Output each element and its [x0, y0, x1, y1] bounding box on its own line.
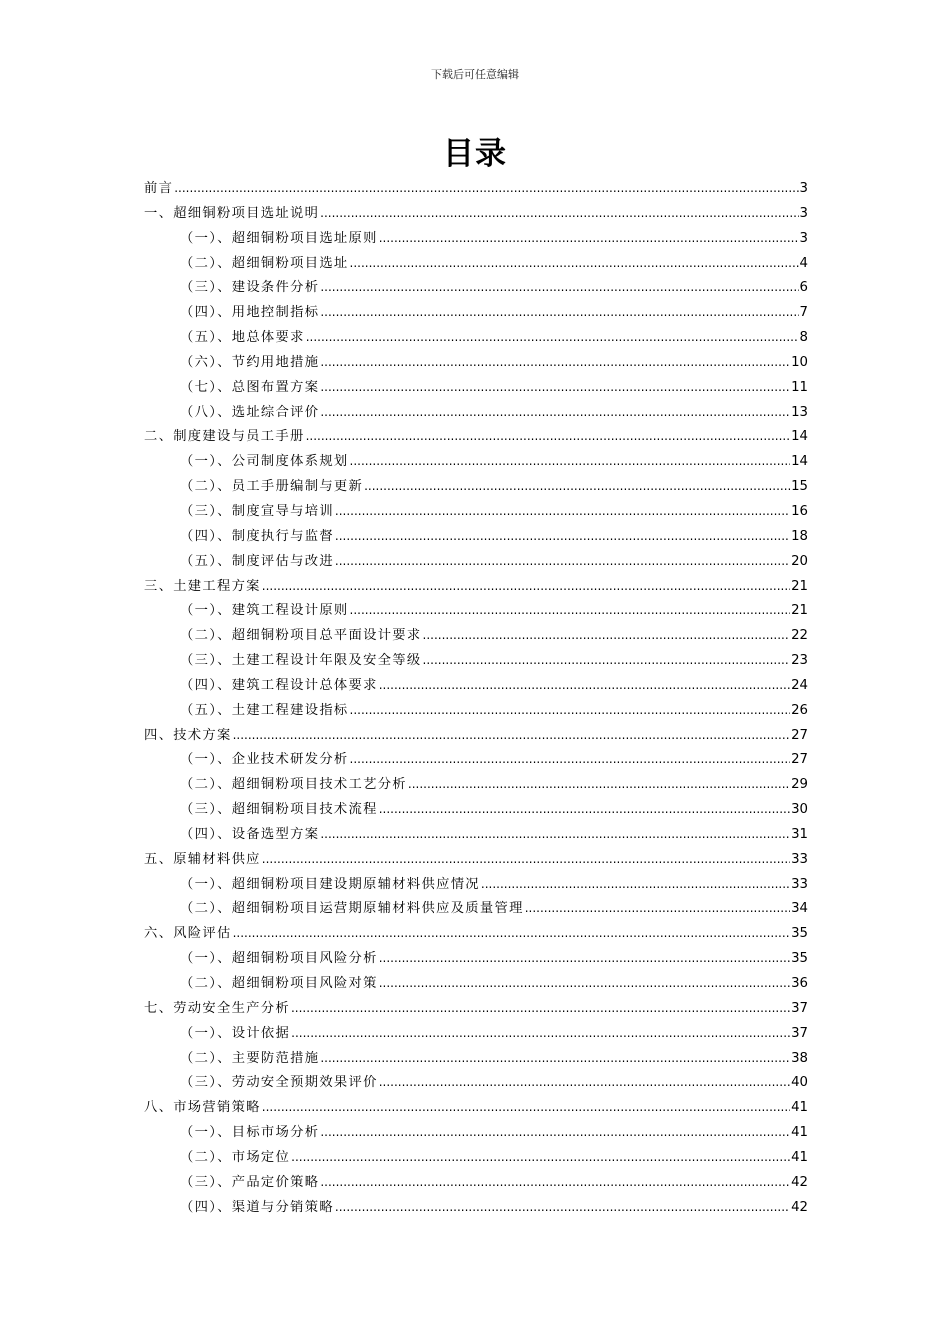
toc-entry[interactable] [144, 971, 808, 996]
toc-entry[interactable] [144, 1021, 808, 1046]
page-header: 下载后可任意编辑 [431, 68, 519, 81]
toc-entry-label: （一）、建筑工程设计原则 [180, 603, 349, 619]
toc-dot-leader [335, 549, 790, 574]
toc-entry-label: （三）、劳动安全预期效果评价 [180, 1075, 378, 1091]
toc-entry-page-number: 29 [791, 777, 808, 793]
toc-entry[interactable] [144, 574, 808, 599]
toc-entry-label: （四）、渠道与分销策略 [180, 1199, 334, 1215]
toc-entry-page-number: 40 [791, 1075, 808, 1091]
toc-entry[interactable] [144, 1095, 808, 1120]
toc-dot-leader [379, 971, 790, 996]
toc-entry-label: （三）、制度宣导与培训 [180, 503, 334, 519]
toc-dot-leader [262, 574, 790, 599]
toc-entry-label: （五）、土建工程建设指标 [180, 702, 349, 718]
toc-entry-page-number: 27 [791, 727, 808, 743]
toc-entry-label: （一）、公司制度体系规划 [180, 454, 349, 470]
toc-dot-leader [320, 822, 790, 847]
toc-entry-page-number: 21 [791, 578, 808, 594]
toc-entry[interactable] [144, 1120, 808, 1145]
toc-entry-page-number: 16 [791, 503, 808, 519]
toc-dot-leader [481, 872, 790, 897]
toc-entry-page-number: 41 [791, 1125, 808, 1141]
toc-entry[interactable] [144, 275, 808, 300]
toc-entry-label: （一）、设计依据 [180, 1025, 291, 1041]
toc-entry-label: （三）、超细铜粉项目技术流程 [180, 802, 378, 818]
toc-entry-page-number: 14 [791, 454, 808, 470]
toc-entry-page-number: 13 [791, 404, 808, 420]
toc-dot-leader [350, 251, 799, 276]
toc-entry-page-number: 35 [791, 951, 808, 967]
toc-dot-leader [320, 1170, 790, 1195]
toc-dot-leader [291, 1145, 790, 1170]
toc-entry[interactable] [144, 747, 808, 772]
toc-entry[interactable] [144, 424, 808, 449]
toc-dot-leader [335, 499, 790, 524]
toc-entry-page-number: 30 [791, 802, 808, 818]
toc-entry-page-number: 21 [791, 603, 808, 619]
toc-entry[interactable] [144, 549, 808, 574]
toc-entry-page-number: 3 [799, 181, 808, 196]
toc-entry[interactable] [144, 474, 808, 499]
toc-entry[interactable] [144, 1070, 808, 1095]
toc-dot-leader [525, 896, 790, 921]
toc-dot-leader [350, 449, 791, 474]
toc-entry[interactable] [144, 996, 808, 1021]
toc-entry[interactable] [144, 946, 808, 971]
toc-entry-page-number: 22 [791, 628, 808, 644]
toc-entry-label: （四）、建筑工程设计总体要求 [180, 677, 378, 693]
toc-dot-leader [262, 847, 790, 872]
toc-dot-leader [320, 275, 798, 300]
toc-entry-page-number: 35 [791, 926, 808, 942]
toc-dot-leader [335, 1195, 790, 1220]
toc-entry-label: 七、劳动安全生产分析 [144, 1000, 290, 1016]
toc-entry-label: （一）、目标市场分析 [180, 1125, 320, 1141]
toc-entry-label: （二）、超细铜粉项目技术工艺分析 [180, 777, 407, 793]
toc-entry-page-number: 26 [791, 702, 808, 718]
toc-dot-leader [379, 226, 799, 251]
toc-entry[interactable] [144, 673, 808, 698]
toc-entry[interactable] [144, 499, 808, 524]
toc-entry-label: 四、技术方案 [144, 727, 232, 743]
toc-entry-page-number: 8 [799, 330, 808, 346]
toc-entry-page-number: 24 [791, 677, 808, 693]
toc-dot-leader [350, 747, 791, 772]
toc-entry-label: （四）、设备选型方案 [180, 826, 320, 842]
toc-entry[interactable] [144, 1195, 808, 1220]
toc-entry[interactable] [144, 1046, 808, 1071]
toc-entry-page-number: 34 [791, 901, 808, 917]
toc-dot-leader [423, 623, 791, 648]
toc-entry[interactable] [144, 449, 808, 474]
toc-dot-leader [233, 921, 790, 946]
page-title: 目录 [443, 136, 507, 172]
toc-dot-leader [306, 325, 799, 350]
toc-entry[interactable] [144, 723, 808, 748]
toc-entry-label: 二、制度建设与员工手册 [144, 429, 305, 445]
toc-dot-leader [306, 424, 791, 449]
toc-entry-page-number: 33 [791, 876, 808, 892]
toc-dot-leader [379, 946, 790, 971]
toc-entry-label: （一）、企业技术研发分析 [180, 752, 349, 768]
toc-entry[interactable] [144, 896, 808, 921]
toc-entry-page-number: 31 [791, 826, 808, 842]
toc-entry[interactable] [144, 201, 808, 226]
toc-entry-label: 五、原辅材料供应 [144, 851, 261, 867]
toc-entry-page-number: 23 [791, 653, 808, 669]
toc-dot-leader [379, 673, 790, 698]
toc-entry[interactable] [144, 921, 808, 946]
toc-entry-page-number: 41 [791, 1149, 808, 1165]
toc-entry-label: （六）、节约用地措施 [180, 354, 320, 370]
toc-entry-label: （一）、超细铜粉项目风险分析 [180, 951, 378, 967]
toc-dot-leader [423, 648, 791, 673]
toc-entry[interactable] [144, 847, 808, 872]
toc-dot-leader [408, 772, 790, 797]
toc-entry-label: 六、风险评估 [144, 926, 232, 942]
toc-dot-leader [379, 1070, 790, 1095]
toc-entry-page-number: 3 [799, 230, 808, 246]
toc-entry-page-number: 3 [799, 205, 808, 221]
toc-entry[interactable] [144, 698, 808, 723]
toc-entry-page-number: 10 [791, 354, 808, 370]
toc-entry-label: （八）、选址综合评价 [180, 404, 320, 420]
toc-entry-page-number: 38 [791, 1050, 808, 1066]
toc-entry[interactable] [144, 872, 808, 897]
toc-dot-leader [320, 350, 790, 375]
table-of-contents [144, 176, 808, 1219]
toc-entry-label: （五）、制度评估与改进 [180, 553, 334, 569]
toc-entry-page-number: 37 [791, 1025, 808, 1041]
toc-dot-leader [320, 1046, 790, 1071]
toc-dot-leader [320, 300, 798, 325]
toc-entry-label: （二）、超细铜粉项目运营期原辅材料供应及质量管理 [180, 901, 524, 917]
toc-entry-label: （七）、总图布置方案 [180, 379, 320, 395]
toc-dot-leader [364, 474, 790, 499]
toc-dot-leader [320, 1120, 790, 1145]
toc-dot-leader [262, 1095, 790, 1120]
toc-entry-label: （三）、土建工程设计年限及安全等级 [180, 653, 422, 669]
toc-entry-label: （三）、建设条件分析 [180, 280, 320, 296]
toc-entry-page-number: 15 [791, 479, 808, 495]
toc-dot-leader [320, 201, 798, 226]
toc-entry-label: （一）、超细铜粉项目建设期原辅材料供应情况 [180, 876, 480, 892]
toc-entry-label: （五）、地总体要求 [180, 330, 305, 346]
toc-entry[interactable] [144, 772, 808, 797]
toc-entry-page-number: 37 [791, 1000, 808, 1016]
toc-dot-leader [350, 698, 791, 723]
toc-entry-label: （二）、超细铜粉项目总平面设计要求 [180, 628, 422, 644]
toc-entry-label: （三）、产品定价策略 [180, 1174, 320, 1190]
toc-dot-leader [291, 1021, 790, 1046]
toc-entry-page-number: 42 [791, 1174, 808, 1190]
toc-entry[interactable] [144, 375, 808, 400]
toc-entry[interactable] [144, 623, 808, 648]
toc-entry-page-number: 11 [791, 379, 808, 395]
toc-entry-label: 三、土建工程方案 [144, 578, 261, 594]
toc-entry-label: 八、市场营销策略 [144, 1100, 261, 1116]
toc-entry-label: （四）、用地控制指标 [180, 305, 320, 321]
toc-entry[interactable] [144, 300, 808, 325]
toc-entry-page-number: 33 [791, 851, 808, 867]
toc-entry-page-number: 41 [791, 1100, 808, 1116]
toc-entry-page-number: 14 [791, 429, 808, 445]
toc-entry-label: 一、超细铜粉项目选址说明 [144, 205, 320, 221]
toc-dot-leader [233, 723, 790, 748]
toc-entry[interactable] [144, 350, 808, 375]
toc-entry[interactable] [144, 648, 808, 673]
toc-dot-leader [350, 598, 791, 623]
toc-entry[interactable] [144, 1170, 808, 1195]
toc-entry[interactable] [144, 400, 808, 425]
toc-entry-page-number: 27 [791, 752, 808, 768]
toc-entry[interactable] [144, 598, 808, 623]
toc-entry[interactable] [144, 251, 808, 276]
toc-dot-leader [320, 400, 790, 425]
toc-entry-label: （二）、主要防范措施 [180, 1050, 320, 1066]
toc-dot-leader [379, 797, 790, 822]
toc-dot-leader [291, 996, 790, 1021]
toc-entry-page-number: 20 [791, 553, 808, 569]
toc-entry-page-number: 7 [799, 305, 808, 321]
toc-entry-page-number: 18 [791, 528, 808, 544]
toc-entry-label: （二）、市场定位 [180, 1149, 291, 1165]
toc-entry[interactable] [144, 325, 808, 350]
toc-entry[interactable] [144, 226, 808, 251]
toc-dot-leader [335, 524, 790, 549]
toc-entry-label: （二）、超细铜粉项目选址 [180, 255, 349, 271]
toc-dot-leader [174, 176, 798, 201]
toc-entry[interactable] [144, 822, 808, 847]
toc-entry-label: （一）、超细铜粉项目选址原则 [180, 230, 378, 246]
toc-entry[interactable] [144, 797, 808, 822]
toc-entry-label: （四）、制度执行与监督 [180, 528, 334, 544]
toc-entry[interactable] [144, 1145, 808, 1170]
toc-entry-label: （二）、超细铜粉项目风险对策 [180, 976, 378, 991]
toc-entry-page-number: 4 [799, 255, 808, 271]
toc-dot-leader [320, 375, 790, 400]
toc-entry[interactable] [144, 176, 808, 201]
toc-entry-label: 前言 [144, 181, 174, 196]
toc-entry-page-number: 6 [799, 280, 808, 296]
toc-entry-page-number: 36 [791, 976, 808, 991]
toc-entry-label: （二）、员工手册编制与更新 [180, 479, 364, 495]
toc-entry-page-number: 42 [791, 1199, 808, 1215]
toc-entry[interactable] [144, 524, 808, 549]
